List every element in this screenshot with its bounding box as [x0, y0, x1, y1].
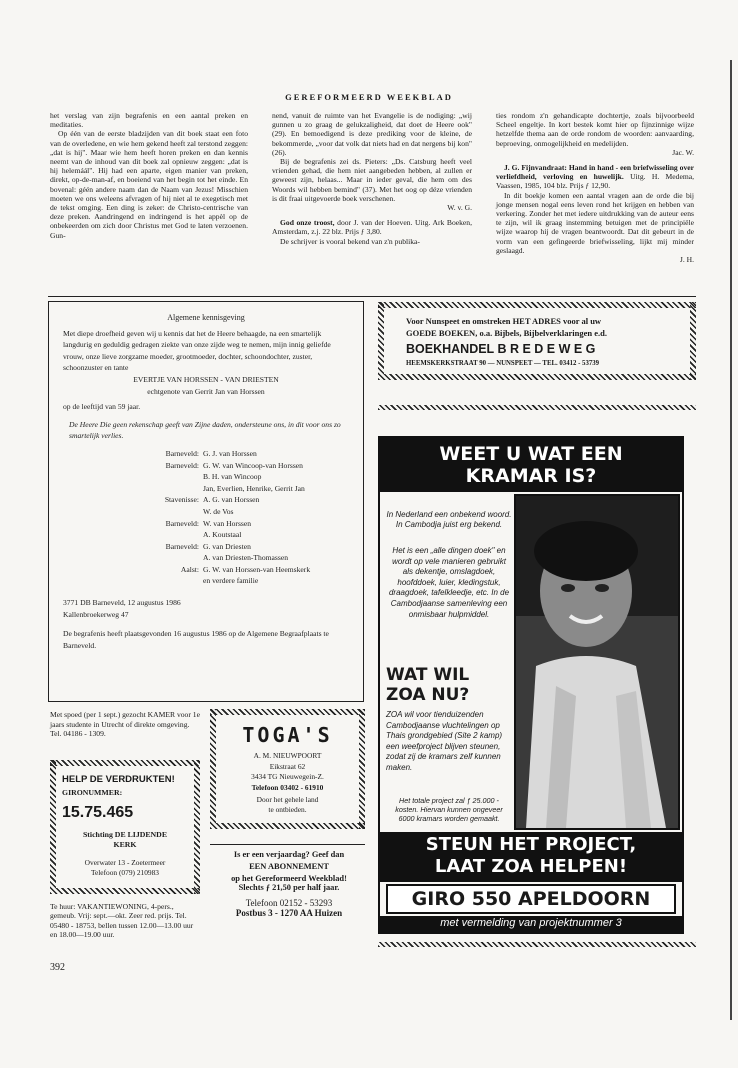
- room-wanted-ad: Met spoed (per 1 sept.) gezocht KAMER voor 1e jaars studente in Utrecht of direkte omgeving. Tel. 04186 - 1309.: [50, 710, 200, 739]
- togas-street: Eikstraat 62: [269, 762, 306, 771]
- announcement-intro: Met diepe droefheid geven wij u kennis dat het de Heere behaagde, na een smartelijk langdurig en geduldig gedragen ziekte van onze zijde weg te nemen, mijn innig geliefde vrouw, onze lieve zorgzame moeder, grootmoeder, dochter, schoondochter, zuster, schoonzuster en tante: [63, 328, 331, 373]
- family-member: G. van Driesten: [203, 541, 251, 551]
- col3-review-title: J. G. Fijnvandraat: Hand in hand - een briefwisseling over verliefdheid, verloving en huwelijk.: [496, 163, 694, 182]
- subscription-line2: EEN ABONNEMENT: [249, 862, 329, 871]
- togas-ad: [210, 709, 365, 829]
- togas-phone: Telefoon 03402 - 61910: [251, 783, 324, 792]
- subscription-line3: op het Gereformeerd Weekblad!: [231, 874, 347, 883]
- family-row: [63, 541, 349, 553]
- zigzag-border: [378, 942, 696, 947]
- togas-name: A. M. NIEUWPOORT: [253, 751, 322, 760]
- zigzag-border: [50, 888, 200, 894]
- announcement-age: op de leeftijd van 59 jaar.: [63, 402, 141, 412]
- zigzag-border: [378, 405, 696, 410]
- vacation-ad: Te huur: VAKANTIEWONING, 4-pers., gemeub. Vrij: sept.—okt. Zeer red. prijs. Tel. 05480 - 18753, bellen tussen 12.00—13.00 uur en 18.00—19.00 uur.: [50, 902, 194, 940]
- togas-title: TOGA'S: [242, 723, 333, 747]
- col2-paragraph: nend, vanuit de ruimte van het Evangelie is de nodiging: „wij gunnen u zo graag de gelukzaligheid, dat doet de Heere ook" (29). En bemoedigend is deze prediking voor de kleine, de bekommerde, „voor dat volk dat niets had en dat nergens bij kon" (26).: [272, 111, 472, 157]
- child-photo-image: [516, 496, 678, 828]
- announcement-street: Kallenbroekerweg 47: [63, 609, 129, 619]
- family-member: A. Koutstaal: [203, 530, 242, 540]
- family-row: [63, 506, 349, 518]
- col2-signature: W. v. G.: [447, 203, 472, 213]
- family-member: Jan, Everlien, Henrike, Gerrit Jan: [203, 483, 305, 493]
- family-place: [63, 483, 203, 495]
- page-edge: [730, 60, 732, 1020]
- bookshop-ad: [378, 302, 696, 380]
- help-org2: KERK: [113, 840, 137, 849]
- col1-paragraph: Op één van de eerste bladzijden van dit boek staat een foto van de overledene, en wie hem gekend heeft zal terstond zeggen: „dat is hij". Maar wie hem heeft horen preken en dan kennis neemt van de inhoud van dit boek zal opnieuw zeggen: „dat is hij helemáál". Hij had een aparte, eigen manier van preken, direkt, op-de-man-af, en boeiend van het begin tot het einde. En bovenal: géén andere naam dan de Naam van Jezus! Misschien moeten we ons weleens afvragen of hij niet al te exegetisch met de tekst omging. Een ding is zeker: de Christo-centrische van deze preken. Aandringend en indringend is het appèl op de onbekeerden om zich door Christus met God te laten verzoenen. Gun-: [50, 129, 248, 240]
- family-place: Aalst:: [180, 564, 199, 574]
- family-member: G. J. van Horssen: [203, 448, 257, 458]
- col2-review-text: door J. van der Hoeven. Uitg. Ark Boeken, Amsterdam, z.j. 22 blz. Prijs ƒ 3,80.: [272, 218, 472, 237]
- page-header: GEREFORMEERD WEEKBLAD: [285, 92, 453, 102]
- togas-city: 3434 TG Nieuwegein-Z.: [251, 772, 324, 781]
- family-place: Stavenisse:: [164, 495, 199, 505]
- family-place: [63, 471, 203, 483]
- family-place: Barneveld:: [165, 518, 199, 528]
- zigzag-border: [50, 760, 200, 766]
- help-giro: 15.75.465: [62, 804, 134, 821]
- death-announcement: [48, 301, 364, 702]
- help-phone: Telefoon (079) 210983: [90, 868, 160, 877]
- help-title: HELP DE VERDRUKTEN!: [62, 774, 175, 785]
- section-divider: [48, 296, 696, 297]
- help-address: Overwater 13 - Zoetermeer: [84, 858, 166, 867]
- zoa-body: ZOA wil voor tienduizenden Cambodjaanse vluchtelingen op Thais grondgebied (Site 2 kamp) een weefproject blijven steunen, zodat zij de kramars zelf kunnen maken.: [386, 710, 503, 772]
- family-place: [63, 552, 203, 564]
- family-row: [63, 552, 349, 564]
- child-photo: [514, 494, 680, 830]
- family-row: [63, 448, 349, 460]
- col3-paragraph: In dit boekje komen een aantal vragen aan de orde die bij jonge mensen nogal eens leven rond het krijgen en hebben van verkering. Zonder het met iedere uitdrukking van de auteur eens te zijn, wil ik graag instemming betuigen met de principiële wijze waarop hij de vragen beantwoordt. Dat dit gebeurt in de vorm van een gefingeerde briefwisseling, lijkt mij minder geslaagd.: [496, 190, 694, 255]
- announcement-title: Algemene kennisgeving: [167, 313, 245, 322]
- subscription-postbus: Postbus 3 - 1270 AA Huizen: [235, 908, 343, 918]
- column-3: [496, 111, 694, 264]
- zigzag-border: [210, 823, 365, 829]
- zoa-cta1: STEUN HET PROJECT,: [425, 834, 637, 855]
- col2-paragraph: De schrijver is vooral bekend van z'n publika-: [280, 236, 420, 246]
- family-place: Barneveld:: [165, 460, 199, 470]
- zigzag-border: [378, 302, 696, 308]
- col2-review-title: God onze troost,: [280, 218, 335, 228]
- family-row: [63, 564, 349, 576]
- family-member: W. van Horssen: [203, 518, 252, 528]
- zigzag-border: [690, 302, 696, 380]
- family-place: Barneveld:: [165, 541, 199, 551]
- subscription-phone: Telefoon 02152 - 53293: [245, 898, 333, 908]
- family-member: B. H. van Wincoop: [203, 472, 262, 482]
- help-ad: [50, 760, 200, 894]
- col3-signature: J. H.: [679, 255, 694, 265]
- col3-review: [496, 163, 694, 191]
- col3-review-text: Uitg. H. Medema, Vaassen, 1985, 104 blz. Prijs ƒ 12,90.: [496, 172, 695, 191]
- family-list: [63, 448, 349, 587]
- family-place: [63, 575, 203, 587]
- subscription-line4: Slechts ƒ 21,50 per half jaar.: [238, 883, 340, 892]
- family-row: [63, 460, 349, 472]
- zoa-question1: WAT WIL: [386, 665, 470, 685]
- family-place: Barneveld:: [165, 448, 199, 458]
- help-org1: Stichting DE LIJDENDE: [82, 830, 168, 839]
- zoa-cta2: LAAT ZOA HELPEN!: [434, 856, 628, 877]
- zoa-ad: [378, 436, 684, 934]
- family-row: [63, 575, 349, 587]
- bookshop-line2: GOEDE BOEKEN, o.a. Bijbels, Bijbelverklaringen e.d.: [406, 328, 607, 338]
- column-2: [272, 111, 472, 246]
- col3-paragraph: ties rondom z'n gehandicapte dochtertje, zoals bijvoorbeeld Scheel engeltje. In kort bestek komt hier op fijnzinnige wijze hetzelfde thema aan de orde rondom de woorden: aanvaarding, beproeving, onmogelijkheid en medelijden.: [496, 111, 694, 148]
- announcement-address: 3771 DB Barneveld, 12 augustus 1986: [63, 598, 181, 608]
- zigzag-border: [378, 374, 696, 380]
- column-1: [50, 111, 248, 240]
- family-place: [63, 506, 203, 518]
- family-row: [63, 529, 349, 541]
- zoa-description: Het is een „alle dingen doek" en wordt op vele manieren gebruikt als dekentje, omslagdoek, hoofddoek, luier, kledingstuk, draagdoek, tafelkleedje, etc. In de Cambodjaanse samenleving een onmisbaar hulpmiddel.: [388, 546, 510, 619]
- help-giro-label: GIRONUMMER:: [62, 788, 123, 797]
- zoa-note: met vermelding van projektnummer 3: [440, 917, 622, 929]
- family-member: en verdere familie: [203, 576, 259, 586]
- announcement-funeral: De begrafenis heeft plaatsgevonden 16 augustus 1986 op de Algemene Begraafplaats te Barneveld.: [63, 629, 329, 650]
- family-place: [63, 529, 203, 541]
- bookshop-line1: Voor Nunspeet en omstreken HET ADRES voor al uw: [406, 316, 602, 326]
- col1-paragraph: het verslag van zijn begrafenis en een aantal preken en meditaties.: [50, 111, 248, 130]
- bookshop-address: HEEMSKERKSTRAAT 90 — NUNSPEET — TEL. 03412 - 53739: [406, 360, 600, 367]
- zoa-headline2: KRAMAR IS?: [465, 465, 597, 487]
- family-member: A. van Driesten-Thomassen: [203, 553, 288, 563]
- bookshop-name: BOEKHANDEL B R E D E W E G: [406, 342, 596, 356]
- announcement-verse: De Heere Die geen rekenschap geeft van Zijne daden, ondersteune ons, in dit voor ons zo smartelijk verlies.: [69, 419, 341, 441]
- announcement-name: EVERTJE VAN HORSSEN - VAN DRIESTEN: [133, 374, 279, 384]
- zigzag-border: [378, 302, 384, 380]
- family-row: [63, 518, 349, 530]
- family-member: A. G. van Horssen: [203, 495, 260, 505]
- family-row: [63, 483, 349, 495]
- subscription-line1: Is er een verjaardag? Geef dan: [233, 850, 345, 859]
- family-row: [63, 494, 349, 506]
- togas-note2: te ontbieden.: [268, 805, 307, 814]
- page-number: 392: [50, 962, 65, 973]
- zoa-giro: GIRO 550 APELDOORN: [386, 884, 676, 914]
- col2-paragraph: Bij de begrafenis zei ds. Pieters: „Ds. Catsburg heeft veel vrienden gehad, die hem niet aangebeden hebben, al zullen er geweest zijn, helaas... Maar in ieder geval, die hem om des Woords wil hebben bemind" (37). Met het oog op déze vrienden is dit fraai uitgevoerde boek verschenen.: [272, 157, 472, 203]
- family-member: W. de Vos: [203, 506, 234, 516]
- family-row: [63, 471, 349, 483]
- zoa-intro: In Nederland een onbekend woord. In Cambodja juist erg bekend.: [386, 510, 512, 529]
- ad-divider: [210, 844, 365, 845]
- col2-review: [272, 218, 472, 236]
- zoa-question2: ZOA NU?: [386, 685, 470, 705]
- zoa-headline1: WEET U WAT EEN: [439, 443, 623, 465]
- zoa-cost: Het totale project zal ƒ 25.000 - kosten. Hiervan kunnen ongeveer 6000 kramars worden gemaakt.: [395, 796, 503, 823]
- announcement-spouse: echtgenote van Gerrit Jan van Horssen: [147, 386, 265, 396]
- family-member: G. W. van Wincoop-van Horssen: [203, 460, 303, 470]
- subscription-ad: [210, 850, 368, 918]
- family-member: G. W. van Horssen-van Heemskerk: [203, 564, 311, 574]
- zigzag-border: [210, 709, 365, 715]
- togas-note1: Door het gehele land: [256, 795, 319, 804]
- col3-signature: Jac. W.: [672, 147, 694, 157]
